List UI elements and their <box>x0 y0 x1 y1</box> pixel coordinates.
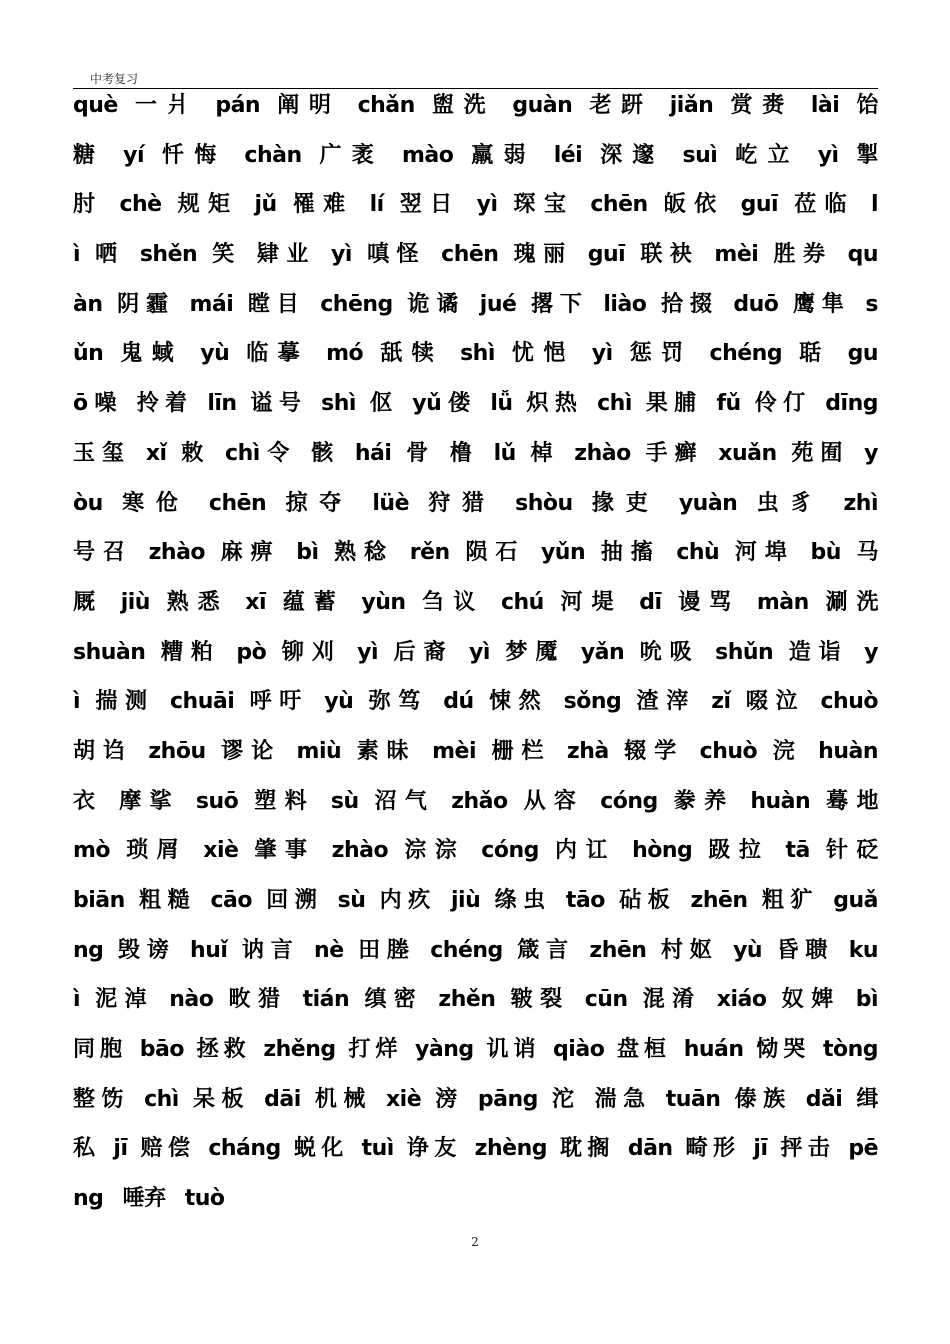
text-line: 整饬 chì 呆板 dāi 机械 xiè 滂 pāng 沱 湍急 tuān 傣族 dǎi 缉 <box>73 1086 878 1112</box>
text-line: 衣 摩挲 suō 塑料 sù 沼气 zhǎo 从容 cóng 豢养 huàn 蓦地 <box>73 788 878 814</box>
text-line: ì 揣测 chuāi 呼吁 yù 弥笃 dú 悚然 sǒng 渣滓 zǐ 啜泣 chuò <box>73 689 878 715</box>
text-line: 胡诌 zhōu 谬论 miù 素昧 mèi 栅栏 zhà 辍学 chuò 浣 huàn <box>73 738 878 764</box>
text-line: 私 jī 赔偿 cháng 蜕化 tuì 诤友 zhèng 耽搁 dān 畸形 jī 抨击 pē <box>73 1136 878 1162</box>
text-line: ì 哂 shěn 笑 肄业 yì 嗔怪 chēn 瑰丽 guī 联袂 mèi 胜券 qu <box>73 242 878 268</box>
text-line: 同胞 bāo 拯救 zhěng 打烊 yàng 讥诮 qiào 盘桓 huán 恸哭 tòng <box>73 1037 878 1063</box>
text-line: 号召 zhào 麻痹 bì 熟稔 rěn 陨石 yǔn 抽搐 chù 河埠 bù 马 <box>73 540 878 566</box>
text-line: ǔn 鬼蜮 yù 临摹 mó 舐犊 shì 忧悒 yì 惩罚 chéng 聒 gu <box>73 341 878 367</box>
text-line: shuàn 糟粕 pò 铆刈 yì 后裔 yì 梦魇 yǎn 吮吸 shǔn 造诣 y <box>73 639 878 665</box>
text-line: biān 粗糙 cāo 回溯 sù 内疚 jiù 绦虫 tāo 砧板 zhēn 粗犷 guǎ <box>73 888 878 913</box>
page-header-title: 中考复习 <box>90 72 139 86</box>
text-line: ì 泥淖 nào 畋猎 tián 缜密 zhěn 皲裂 cūn 混淆 xiáo 奴婢 bì <box>73 987 878 1013</box>
text-line: ō噪 拎着 līn 谥号 shì 伛 yǔ偻 lǚ 炽热 chì 果脯 fǔ 伶仃 dīng <box>73 391 878 417</box>
text-line: ng 毁谤 huǐ 讷言 nè 田塍 chéng 箴言 zhēn 村妪 yù 昏聩 ku <box>73 937 878 963</box>
text-line: mò 琐屑 xiè 肇事 zhào 淙淙 cóng 内讧 hòng 趿拉 tā 针砭 <box>73 838 878 864</box>
text-line: 厩 jiù 熟悉 xī 蕴蓄 yùn 刍议 chú 河堤 dī 谩骂 màn 涮洗 <box>73 589 878 615</box>
text-line: què 一爿 pán 阐明 chǎn 盥洗 guàn 老趼 jiǎn 赏赉 lài 饴 <box>73 93 878 118</box>
text-line: 肘 chè 规矩 jǔ 罹难 lí 翌日 yì 琛宝 chēn 皈依 guī 莅临 l <box>73 192 878 218</box>
page-number: 2 <box>471 1235 479 1249</box>
vocabulary-body <box>73 92 878 1235</box>
text-line: àn 阴霾 mái 瞠目 chēng 诡谲 jué 撂下 liào 拾掇 duō 鹰隼 s <box>73 291 878 317</box>
text-line: ng 唾弃 tuò <box>73 1186 225 1212</box>
text-line: 糖 yí 忏悔 chàn 广袤 mào 羸弱 léi 深邃 suì 屹立 yì 掣 <box>73 142 878 168</box>
header-rule <box>73 88 878 89</box>
text-line: òu 寒伧 chēn 掠夺 lüè 狩猎 shòu 掾吏 yuàn 虫豸 zhì <box>73 490 878 516</box>
text-line: 玉玺 xǐ 敕 chì令 骸 hái 骨 橹 lǔ 棹 zhào 手癣 xuǎn 苑囿 y <box>73 440 878 466</box>
